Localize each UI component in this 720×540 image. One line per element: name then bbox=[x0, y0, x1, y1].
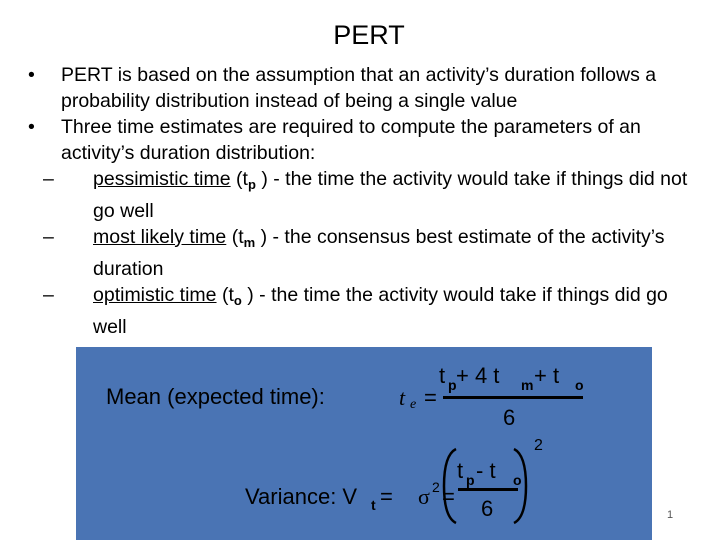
mean-num-sub-o: o bbox=[575, 377, 584, 393]
mean-equals: = bbox=[424, 385, 437, 410]
variance-num-mid: - t bbox=[476, 458, 496, 483]
mean-num-t: t bbox=[439, 363, 446, 388]
left-paren-icon bbox=[440, 447, 458, 525]
bullet-list bbox=[28, 62, 698, 340]
sub-bullet-item bbox=[28, 166, 698, 224]
sub-bullet-text: ) - the consensus best estimate of the activity’s duration bbox=[93, 226, 665, 280]
mean-fraction-bar bbox=[443, 396, 583, 399]
paren-open: (t bbox=[230, 168, 248, 190]
dash-marker: – bbox=[43, 284, 54, 306]
mean-num-sub-p: p bbox=[448, 377, 457, 393]
sigma-exponent: 2 bbox=[432, 479, 440, 495]
mean-var: t bbox=[399, 385, 406, 410]
variance-label-sub: t bbox=[371, 497, 376, 513]
mean-num-sub-m: m bbox=[521, 377, 534, 393]
page-number: 1 bbox=[667, 509, 674, 521]
page-title: PERT bbox=[333, 20, 405, 50]
sub-bullet-item bbox=[28, 282, 698, 340]
bullet-marker: • bbox=[28, 116, 35, 138]
term-most-likely: most likely time bbox=[93, 226, 227, 248]
sub-bullet-text: ) - the time the activity would take if things did not go well bbox=[93, 168, 688, 222]
subscript-o: o bbox=[233, 293, 242, 308]
variance-fraction-bar bbox=[458, 488, 518, 491]
mean-denominator: 6 bbox=[503, 405, 516, 430]
bullet-marker: • bbox=[28, 64, 35, 86]
variance-equals-2: = bbox=[442, 484, 455, 509]
subscript-p: p bbox=[247, 177, 256, 192]
variance-equals: = bbox=[380, 484, 393, 509]
bullet-text: Three time estimates are required to compute the parameters of an activity’s duration distribution: bbox=[61, 116, 641, 164]
variance-num-sub-o: o bbox=[513, 472, 522, 488]
variance-num-t: t bbox=[457, 458, 464, 483]
sub-bullet-text: ) - the time the activity would take if things did go well bbox=[93, 284, 668, 338]
mean-num-end: + t bbox=[534, 363, 560, 388]
bullet-item bbox=[28, 114, 698, 166]
mean-label: Mean (expected time): bbox=[106, 384, 325, 409]
sub-bullet-item bbox=[28, 224, 698, 282]
sigma-symbol: σ bbox=[418, 484, 430, 509]
mean-num-mid: + 4 t bbox=[456, 363, 500, 388]
mean-var-sub: e bbox=[410, 397, 417, 412]
paren-open: (t bbox=[226, 226, 244, 248]
variance-num-sub-p: p bbox=[466, 472, 475, 488]
term-optimistic: optimistic time bbox=[93, 284, 217, 306]
dash-marker: – bbox=[43, 168, 54, 190]
paren-open: (t bbox=[216, 284, 234, 306]
subscript-m: m bbox=[243, 235, 256, 250]
variance-exponent: 2 bbox=[534, 437, 543, 454]
variance-label: Variance: V bbox=[245, 484, 358, 509]
formula-box bbox=[76, 347, 652, 540]
bullet-item bbox=[28, 62, 698, 114]
variance-denominator: 6 bbox=[481, 496, 494, 521]
dash-marker: – bbox=[43, 226, 54, 248]
term-pessimistic: pessimistic time bbox=[93, 168, 231, 190]
bullet-text: PERT is based on the assumption that an activity’s duration follows a probability distribution instead of being a single value bbox=[61, 64, 657, 112]
